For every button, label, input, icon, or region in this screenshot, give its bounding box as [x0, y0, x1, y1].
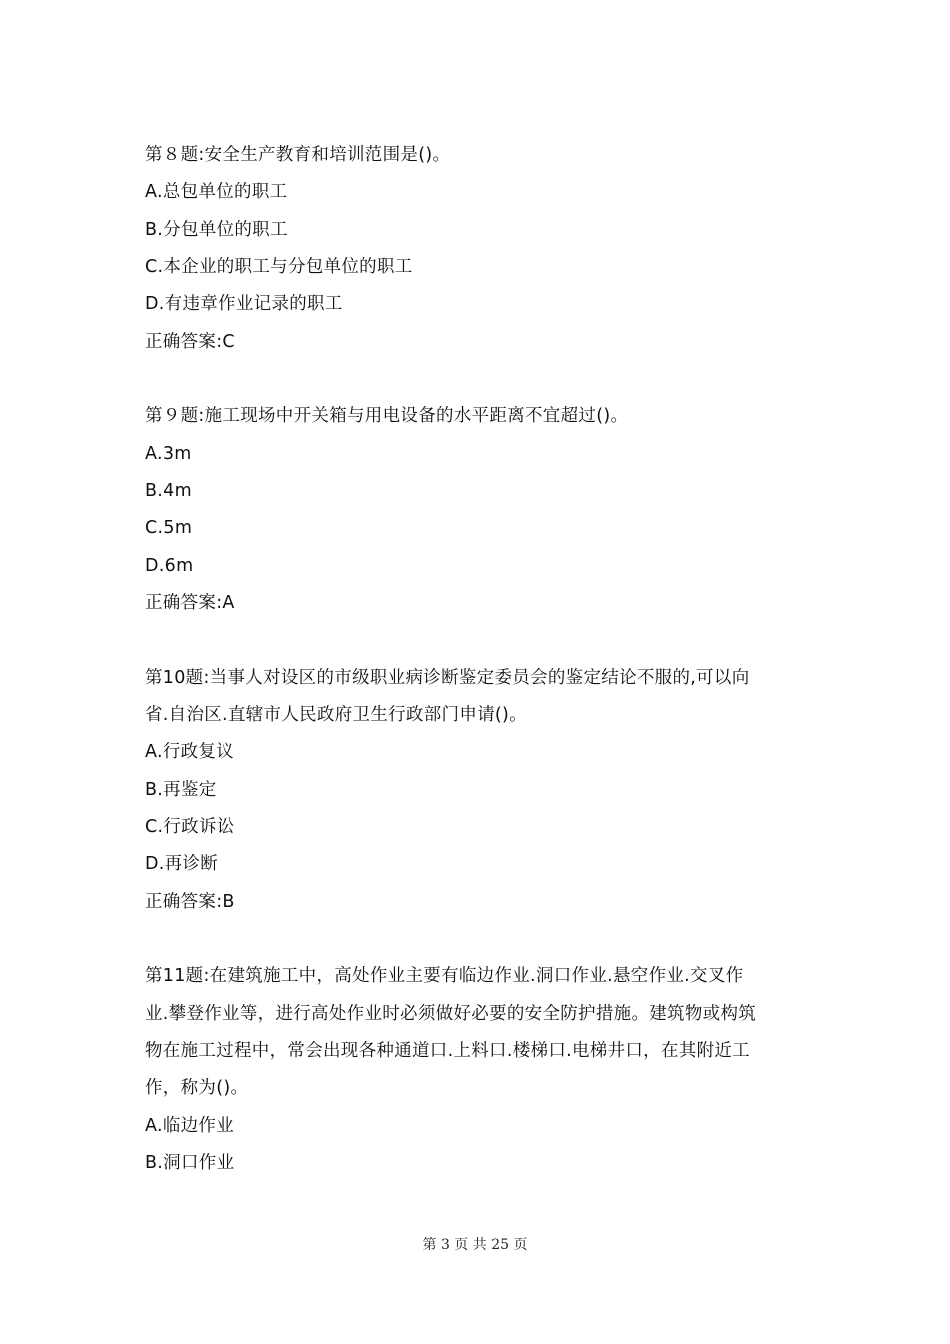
- question-9-answer: 正确答案:A: [145, 593, 235, 613]
- question-9-option-d: D.6m: [145, 556, 194, 576]
- question-11-stem-line-1: 第11题:在建筑施工中，高处作业主要有临边作业.洞口作业.悬空作业.交叉作: [145, 966, 744, 986]
- question-8-option-a: A.总包单位的职工: [145, 182, 288, 202]
- question-11-stem-line-2: 业.攀登作业等，进行高处作业时必须做好必要的安全防护措施。建筑物或构筑: [145, 1004, 757, 1024]
- question-11-stem-line-4: 作，称为()。: [145, 1078, 249, 1098]
- question-11-stem-line-3: 物在施工过程中，常会出现各种通道口.上料口.楼梯口.电梯井口，在其附近工: [145, 1041, 750, 1061]
- question-9-option-c: C.5m: [145, 518, 193, 538]
- question-10-option-a: A.行政复议: [145, 742, 235, 762]
- question-8-option-d: D.有违章作业记录的职工: [145, 294, 343, 314]
- question-8-stem: 第８题:安全生产教育和培训范围是()。: [145, 145, 451, 165]
- page-footer: 第 3 页 共 25 页: [422, 1237, 528, 1253]
- question-10-stem-line-1: 第10题:当事人对设区的市级职业病诊断鉴定委员会的鉴定结论不服的,可以向: [145, 668, 750, 688]
- question-10-answer: 正确答案:B: [145, 892, 235, 912]
- question-10-option-b: B.再鉴定: [145, 780, 217, 800]
- question-9-option-a: A.3m: [145, 444, 192, 464]
- question-10-option-c: C.行政诉讼: [145, 817, 235, 837]
- question-8-answer: 正确答案:C: [145, 332, 235, 352]
- question-8-option-c: C.本企业的职工与分包单位的职工: [145, 257, 413, 277]
- question-10-stem-line-2: 省.自治区.直辖市人民政府卫生行政部门申请()。: [145, 705, 527, 725]
- question-9-option-b: B.4m: [145, 481, 192, 501]
- question-11-option-b: B.洞口作业: [145, 1153, 235, 1173]
- question-8-option-b: B.分包单位的职工: [145, 220, 288, 240]
- question-11-option-a: A.临边作业: [145, 1116, 235, 1136]
- question-9-stem: 第９题:施工现场中开关箱与用电设备的水平距离不宜超过()。: [145, 406, 629, 426]
- question-10-option-d: D.再诊断: [145, 854, 219, 874]
